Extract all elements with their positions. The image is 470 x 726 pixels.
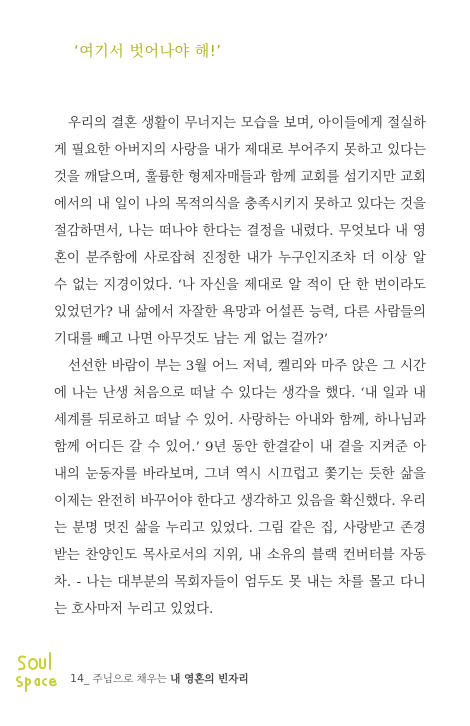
page-footer: [70, 671, 249, 686]
body-text: [54, 110, 426, 623]
book-title: 내 영혼의 빈자리: [170, 673, 249, 685]
section-heading: ‘여기서 벗어나야 해!’: [74, 42, 222, 60]
paragraph-1: 우리의 결혼 생활이 무너지는 모습을 보며, 아이들에게 절실하게 필요한 아버지의 사랑을 내가 제대로 부어주지 못하고 있다는 것을 깨달으며, 훌륭한 형제자매들과 함께 교회를 섬기지만 교회에서의 내 일이 나의 목적의식을 충족시키지 못하고 있다는 것을 절감하면서, 나는 떠나야 한다는 결정을 내렸다. 무엇보다 내 영혼이 분주함에 사로잡혀 진정한 내가 누구인지조차 더 이상 알 수 없는 지경이었다. ‘나 자신을 제대로 알 적이 단 한 번이라도 있었던가? 내 삶에서 자잘한 욕망과 어설픈 능력, 다른 사람들의 기대를 빼고 나면 아무것도 남는 게 없는 걸까?’: [54, 116, 426, 347]
footer-separator: _: [84, 673, 90, 685]
series-prefix: 주님으로 채우는: [92, 673, 167, 685]
soul-space-logo: [14, 651, 62, 695]
paragraph-2: 선선한 바람이 부는 3월 어느 저녁, 켈리와 마주 앉은 그 시간에 나는 난생 처음으로 떠날 수 있다는 생각을 했다. ‘내 일과 내 세계를 뒤로하고 떠날 수 있어. 사랑하는 아내와 함께, 하나님과 함께 어디든 갈 수 있어.’ 9년 동안 한결같이 내 곁을 지켜준 아내의 눈동자를 바라보며, 그녀 역시 시끄럽고 쫓기는 듯한 삶을 이제는 완전히 바꾸어야 한다고 생각하고 있음을 확신했다. 우리는 분명 멋진 삶을 누리고 있었다. 그림 같은 집, 사랑받고 존경받는 찬양인도 목사로서의 지위, 내 소유의 블랙 컨버터블 자동차. - 나는 대부분의 목회자들이 엄두도 못 내는 차를 몰고 다니는 호사마저 누리고 있었다.: [54, 359, 426, 617]
page-number: 14: [70, 672, 84, 685]
